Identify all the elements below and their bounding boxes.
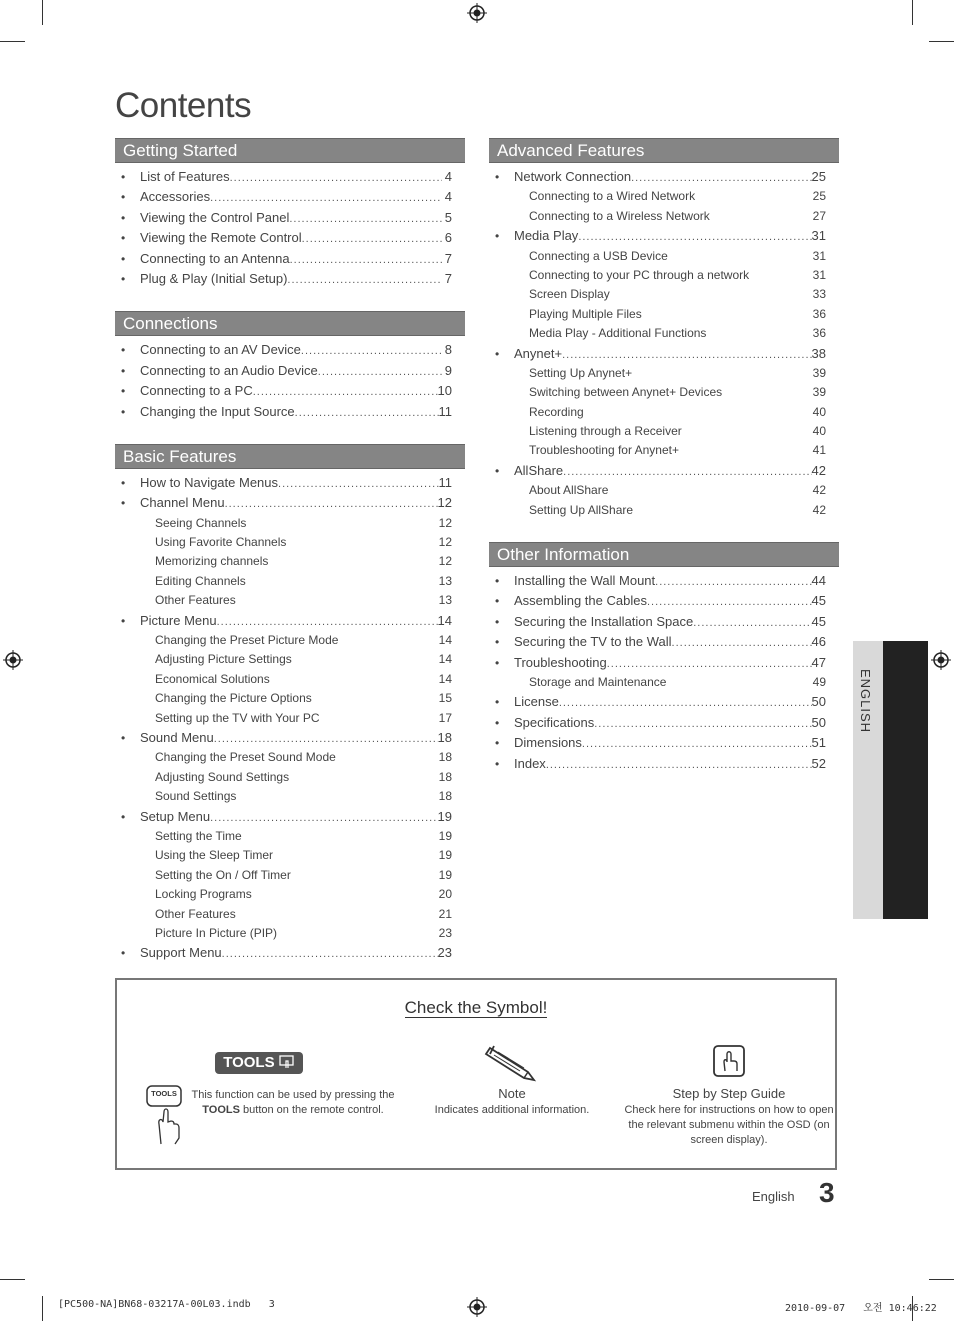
toc-subentry-label: Changing the Preset Picture Mode [155, 633, 339, 648]
toc-subentry[interactable] [115, 846, 465, 865]
crop-mark [0, 41, 25, 42]
toc-entry-label: Connecting to an Audio Device [140, 362, 318, 378]
dot-leader [230, 168, 442, 188]
toc-subentry-label: Changing the Picture Options [155, 691, 312, 706]
symbol-box-title: Check the Symbol! [404, 998, 548, 1017]
toc-entry[interactable] [115, 208, 465, 228]
toc-subentry-label: Switching between Anynet+ Devices [529, 385, 723, 400]
toc-subentry-page: 19 [438, 867, 452, 882]
toc-subentry[interactable] [115, 572, 465, 591]
toc-entry-page: 45 [811, 613, 826, 629]
toc-subentry-page: 19 [438, 828, 452, 843]
bullet: • [121, 946, 126, 961]
dot-leader [562, 345, 811, 365]
toc-entry-page: 38 [811, 345, 826, 361]
toc-subentry-label: Adjusting Sound Settings [155, 769, 290, 784]
toc-subentry[interactable] [115, 827, 465, 846]
toc-left-column [115, 138, 465, 986]
toc-entry-label: Channel Menu [140, 495, 225, 511]
toc-subentry-page: 41 [812, 443, 826, 458]
toc-entry-label: Changing the Input Source [140, 403, 295, 419]
toc-entry-label: Anynet+ [514, 345, 563, 361]
toc-subentry-label: Setting the On / Off Timer [155, 867, 291, 882]
toc-subentry-page: 12 [438, 515, 452, 530]
toc-subentry-label: Adjusting Picture Settings [155, 652, 292, 667]
dot-leader [607, 654, 812, 674]
registration-mark-icon [931, 650, 951, 670]
dot-leader [290, 250, 442, 270]
toc-subentry-page: 36 [812, 326, 826, 341]
toc-entry-page: 51 [811, 735, 826, 751]
toc-entry-label: Dimensions [514, 735, 582, 751]
check-symbol-box [115, 978, 837, 1170]
toc-entry[interactable] [489, 571, 839, 591]
toc-entry[interactable] [489, 754, 839, 774]
toc-entry-label: Plug & Play (Initial Setup) [140, 270, 288, 286]
section-heading: Connections [115, 311, 465, 336]
toc-entry-page: 23 [437, 945, 452, 961]
section-heading: Basic Features [115, 444, 465, 469]
dot-leader [214, 729, 438, 749]
toc-subentry[interactable] [115, 533, 465, 552]
toc-subentry-page: 21 [438, 906, 452, 921]
toc-entry-page: 42 [811, 462, 826, 478]
toc-entry[interactable] [115, 249, 465, 269]
toc-subentry-label: Sound Settings [155, 789, 237, 804]
toc-entry-page: 4 [444, 169, 452, 184]
toc-subentry[interactable] [489, 441, 839, 460]
dot-leader [222, 944, 438, 964]
bullet: • [121, 809, 126, 824]
toc-entry-label: Index [514, 755, 546, 771]
toc-subentry[interactable] [489, 285, 839, 304]
toc-entry-page: 25 [811, 169, 826, 184]
dot-leader [301, 341, 442, 361]
toc-entry-label: Assembling the Cables [514, 593, 647, 609]
bullet: • [495, 229, 500, 244]
toc-subentry[interactable] [115, 885, 465, 904]
dot-leader [578, 227, 811, 247]
toc-subentry-page: 42 [812, 483, 826, 498]
bullet: • [121, 384, 126, 399]
toc-subentry-page: 40 [812, 424, 826, 439]
toc-subentry-page: 19 [438, 848, 452, 863]
toc-subentry-page: 12 [438, 535, 452, 550]
toc-entry[interactable] [115, 473, 465, 493]
bullet: • [121, 343, 126, 358]
toc-entry-page: 45 [811, 593, 826, 609]
toc-subentry[interactable] [489, 403, 839, 422]
bullet: • [121, 210, 126, 225]
toc-section [489, 138, 839, 520]
dot-leader [582, 734, 812, 754]
bullet: • [121, 190, 126, 205]
toc-entry[interactable] [115, 807, 465, 827]
bullet: • [121, 730, 126, 745]
toc-entry-label: Media Play [514, 228, 579, 244]
toc-section [489, 542, 839, 774]
dot-leader [302, 229, 442, 249]
toc-section [115, 311, 465, 422]
toc-subentry[interactable] [489, 266, 839, 285]
bullet: • [121, 170, 126, 184]
toc-subentry[interactable] [115, 748, 465, 767]
toc-entry-label: Setup Menu [140, 808, 211, 824]
toc-subentry-page: 14 [438, 633, 452, 648]
toc-entry[interactable] [489, 591, 839, 611]
crop-mark [42, 1296, 43, 1321]
toc-subentry-label: Seeing Channels [155, 515, 247, 530]
toc-entry-label: Troubleshooting [514, 654, 607, 670]
dot-leader [210, 188, 442, 208]
toc-entry-page: 31 [811, 228, 826, 244]
toc-subentry[interactable] [115, 670, 465, 689]
toc-entry-label: Viewing the Remote Control [140, 230, 302, 246]
toc-subentry-page: 23 [438, 925, 452, 940]
toc-subentry[interactable] [115, 591, 465, 610]
toc-subentry-label: About AllShare [529, 483, 609, 498]
toc-entry-label: Securing the Installation Space [514, 613, 694, 629]
note-description [417, 1086, 607, 1118]
toc-entry[interactable] [489, 632, 839, 652]
toc-entry[interactable] [489, 344, 839, 364]
toc-subentry-page: 13 [438, 573, 452, 588]
dot-leader [594, 714, 811, 734]
toc-subentry-page: 20 [438, 887, 452, 902]
toc-subentry[interactable] [115, 631, 465, 650]
bullet: • [495, 695, 500, 710]
toc-entry-label: Connecting to a PC [140, 383, 253, 399]
bullet: • [495, 614, 500, 629]
toc-entry[interactable] [489, 226, 839, 246]
toc-subentry-label: Setting the Time [155, 828, 242, 843]
toc-entry[interactable] [115, 728, 465, 748]
bullet: • [495, 736, 500, 751]
toc-entry-page: 19 [437, 808, 452, 824]
step-guide-icon [712, 1044, 746, 1078]
toc-subentry[interactable] [115, 709, 465, 728]
toc-subentry-label: Connecting a USB Device [529, 248, 668, 263]
toc-entry[interactable] [115, 167, 465, 187]
toc-entry-page: 47 [811, 654, 826, 670]
toc-subentry-label: Listening through a Receiver [529, 424, 682, 439]
dot-leader [217, 612, 438, 632]
toc-subentry-label: Connecting to a Wired Network [529, 189, 696, 204]
toc-subentry[interactable] [489, 364, 839, 383]
toc-subentry-label: Economical Solutions [155, 671, 270, 686]
dot-leader [647, 592, 812, 612]
toc-subentry[interactable] [489, 207, 839, 226]
toc-subentry[interactable] [489, 187, 839, 206]
toc-subentry-page: 18 [438, 789, 452, 804]
toc-subentry[interactable] [489, 247, 839, 266]
tools-hand-icon [279, 1055, 295, 1069]
toc-subentry-label: Changing the Preset Sound Mode [155, 750, 336, 765]
section-heading: Other Information [489, 542, 839, 567]
toc-entry-label: Sound Menu [140, 729, 214, 745]
bullet: • [495, 756, 500, 771]
toc-entry-label: Picture Menu [140, 612, 217, 628]
toc-subentry-label: Using Favorite Channels [155, 535, 287, 550]
dot-leader [655, 572, 811, 592]
section-heading: Getting Started [115, 138, 465, 163]
dot-leader [546, 755, 812, 775]
toc-entry[interactable] [115, 340, 465, 360]
toc-subentry-page: 17 [438, 710, 452, 725]
toc-subentry-label: Connecting to your PC through a network [529, 267, 750, 282]
toc-subentry-page: 13 [438, 593, 452, 608]
toc-entry-page: 10 [437, 383, 452, 399]
toc-subentry-page: 49 [812, 674, 826, 689]
note-text: Indicates additional information. [434, 1104, 590, 1116]
toc-entry-page: 8 [444, 342, 452, 358]
toc-entry[interactable] [489, 461, 839, 481]
registration-mark-icon [467, 1297, 487, 1317]
toc-subentry[interactable] [115, 905, 465, 924]
toc-entry-label: Connecting to an Antenna [140, 250, 290, 266]
toc-subentry-page: 40 [812, 404, 826, 419]
toc-entry[interactable] [489, 653, 839, 673]
toc-subentry-page: 39 [812, 365, 826, 380]
toc-entry-page: 18 [437, 729, 452, 745]
toc-subentry-page: 33 [812, 287, 826, 302]
toc-entry-label: Specifications [514, 714, 595, 730]
dot-leader [318, 362, 442, 382]
toc-subentry-page: 31 [812, 248, 826, 263]
toc-entry-label: Support Menu [140, 945, 222, 961]
bullet: • [121, 613, 126, 628]
toc-subentry[interactable] [489, 422, 839, 441]
page-number: 3 [819, 1177, 835, 1208]
toc-entry-label: How to Navigate Menus [140, 474, 279, 490]
toc-entry-page: 50 [811, 714, 826, 730]
toc-entry-label: License [514, 694, 559, 710]
toc-subentry-page: 18 [438, 769, 452, 784]
toc-entry[interactable] [489, 692, 839, 712]
toc-subentry[interactable] [115, 924, 465, 943]
toc-subentry[interactable] [115, 866, 465, 885]
footer-language: English [752, 1189, 795, 1204]
toc-subentry-page: 14 [438, 652, 452, 667]
toc-entry-page: 50 [811, 694, 826, 710]
toc-subentry-label: Media Play - Additional Functions [529, 326, 707, 341]
toc-entry[interactable] [115, 611, 465, 631]
crop-mark [0, 1279, 25, 1280]
guide-label: Step by Step Guide [672, 1086, 786, 1101]
toc-subentry[interactable] [489, 383, 839, 402]
bullet: • [495, 170, 500, 184]
toc-entry[interactable] [115, 381, 465, 401]
print-date-info: 2010-09-07 오전 10:46:22 [785, 1303, 937, 1314]
registration-mark-icon [467, 3, 487, 23]
toc-entry-page: 44 [811, 573, 826, 589]
bullet: • [495, 635, 500, 650]
toc-subentry-label: Other Features [155, 906, 236, 921]
toc-subentry-page: 15 [438, 691, 452, 706]
bullet: • [495, 463, 500, 478]
toc-entry[interactable] [115, 187, 465, 207]
toc-entry[interactable] [115, 361, 465, 381]
dot-leader [210, 808, 437, 828]
toc-subentry-page: 39 [812, 385, 826, 400]
toc-entry[interactable] [115, 269, 465, 289]
toc-entry-label: Accessories [140, 189, 211, 205]
page-title: Contents [115, 86, 252, 125]
dot-leader [253, 382, 438, 402]
dot-leader [278, 474, 438, 494]
toc-subentry[interactable] [115, 787, 465, 806]
toc-subentry-page: 31 [812, 267, 826, 282]
crop-mark [929, 41, 954, 42]
toc-subentry[interactable] [115, 514, 465, 533]
dot-leader [289, 209, 442, 229]
toc-subentry[interactable] [489, 673, 839, 692]
toc-entry[interactable] [489, 612, 839, 632]
toc-section [115, 444, 465, 964]
toc-subentry-page: 25 [812, 189, 826, 204]
bullet: • [121, 231, 126, 246]
toc-entry-label: Securing the TV to the Wall [514, 634, 672, 650]
toc-subentry[interactable] [489, 305, 839, 324]
note-label: Note [498, 1086, 526, 1101]
toc-entry[interactable] [115, 493, 465, 513]
toc-subentry[interactable] [115, 689, 465, 708]
dot-leader [295, 403, 439, 423]
toc-entry-label: AllShare [514, 462, 564, 478]
bullet: • [121, 363, 126, 378]
toc-subentry-label: Other Features [155, 593, 236, 608]
crop-mark [912, 0, 913, 25]
toc-subentry-label: Memorizing channels [155, 554, 269, 569]
toc-subentry-label: Picture In Picture (PIP) [155, 925, 278, 940]
toc-entry[interactable] [115, 943, 465, 963]
toc-entry-page: 5 [444, 209, 452, 225]
toc-subentry-label: Setting up the TV with Your PC [155, 710, 320, 725]
bullet: • [121, 271, 126, 286]
toc-entry-page: 46 [811, 634, 826, 650]
bullet: • [121, 475, 126, 490]
toc-entry-page: 12 [437, 495, 452, 511]
toc-subentry-label: Using the Sleep Timer [155, 848, 274, 863]
bullet: • [495, 574, 500, 589]
toc-subentry-label: Troubleshooting for Anynet+ [529, 443, 679, 458]
toc-entry[interactable] [115, 402, 465, 422]
toc-entry-label: Connecting to an AV Device [140, 342, 301, 358]
toc-subentry-label: Screen Display [529, 287, 610, 302]
toc-entry-page: 9 [444, 362, 452, 378]
toc-subentry-label: Editing Channels [155, 573, 246, 588]
toc-subentry-label: Playing Multiple Files [529, 306, 642, 321]
bullet: • [495, 715, 500, 730]
guide-description [622, 1086, 836, 1148]
tools-description: This function can be used by pressing the TOOLS button on the remote control. [191, 1089, 395, 1116]
tools-badge: TOOLS [215, 1052, 303, 1074]
toc-entry[interactable] [115, 228, 465, 248]
toc-subentry-label: Recording [529, 404, 584, 419]
bullet: • [495, 346, 500, 361]
crop-mark [929, 1279, 954, 1280]
toc-entry-page: 14 [437, 612, 452, 628]
bullet: • [121, 496, 126, 511]
dot-leader [672, 633, 812, 653]
remote-button-text: TOOLS [151, 1089, 177, 1098]
toc-subentry-label: Storage and Maintenance [529, 674, 667, 689]
toc-entry[interactable] [489, 167, 839, 187]
toc-subentry[interactable] [489, 481, 839, 500]
toc-subentry[interactable] [115, 650, 465, 669]
toc-entry-page: 7 [444, 270, 452, 286]
dot-leader [287, 270, 442, 290]
toc-subentry-label: Connecting to a Wireless Network [529, 208, 710, 223]
toc-entry[interactable] [489, 713, 839, 733]
section-heading: Advanced Features [489, 138, 839, 163]
print-file-info: [PC500-NA]BN68-03217A-00L03.indb 3 [58, 1299, 275, 1310]
guide-text: Check here for instructions on how to open the relevant submenu within the OSD (on screen display). [624, 1104, 834, 1146]
toc-entry-page: 11 [438, 403, 452, 419]
toc-subentry-page: 36 [812, 306, 826, 321]
toc-subentry[interactable] [489, 501, 839, 520]
toc-entry-label: List of Features [140, 169, 230, 184]
bullet: • [495, 594, 500, 609]
crop-mark [42, 0, 43, 25]
toc-subentry[interactable] [115, 768, 465, 787]
toc-right-column [489, 138, 839, 796]
toc-entry[interactable] [489, 733, 839, 753]
toc-entry-page: 7 [444, 250, 452, 266]
toc-subentry-page: 27 [812, 208, 826, 223]
dot-leader [559, 693, 812, 713]
remote-tools-button-icon [145, 1084, 187, 1146]
toc-entry-page: 11 [438, 474, 452, 490]
language-tab-label: ENGLISH [858, 669, 873, 734]
toc-subentry-label: Setting Up AllShare [529, 502, 634, 517]
toc-entry-label: Network Connection [514, 169, 632, 184]
dot-leader [563, 462, 811, 482]
toc-subentry[interactable] [489, 324, 839, 343]
toc-subentry-label: Locking Programs [155, 887, 252, 902]
bullet: • [121, 251, 126, 266]
dot-leader [225, 494, 438, 514]
toc-subentry-label: Setting Up Anynet+ [529, 365, 633, 380]
language-tab [853, 641, 928, 919]
toc-subentry-page: 12 [438, 554, 452, 569]
bullet: • [121, 404, 126, 419]
toc-entry-page: 52 [811, 755, 826, 771]
note-pencil-icon [484, 1040, 540, 1082]
registration-mark-icon [3, 650, 23, 670]
toc-subentry[interactable] [115, 552, 465, 571]
toc-entry-label: Viewing the Control Panel [140, 209, 290, 225]
dot-leader [693, 613, 811, 633]
toc-entry-page: 4 [444, 189, 452, 205]
toc-entry-page: 6 [444, 230, 452, 246]
toc-entry-label: Installing the Wall Mount [514, 573, 656, 589]
toc-section [115, 138, 465, 289]
dot-leader [631, 168, 811, 188]
bullet: • [495, 655, 500, 670]
tab-dark-strip [883, 641, 928, 919]
toc-subentry-page: 42 [812, 502, 826, 517]
toc-subentry-page: 14 [438, 671, 452, 686]
toc-subentry-page: 18 [438, 750, 452, 765]
